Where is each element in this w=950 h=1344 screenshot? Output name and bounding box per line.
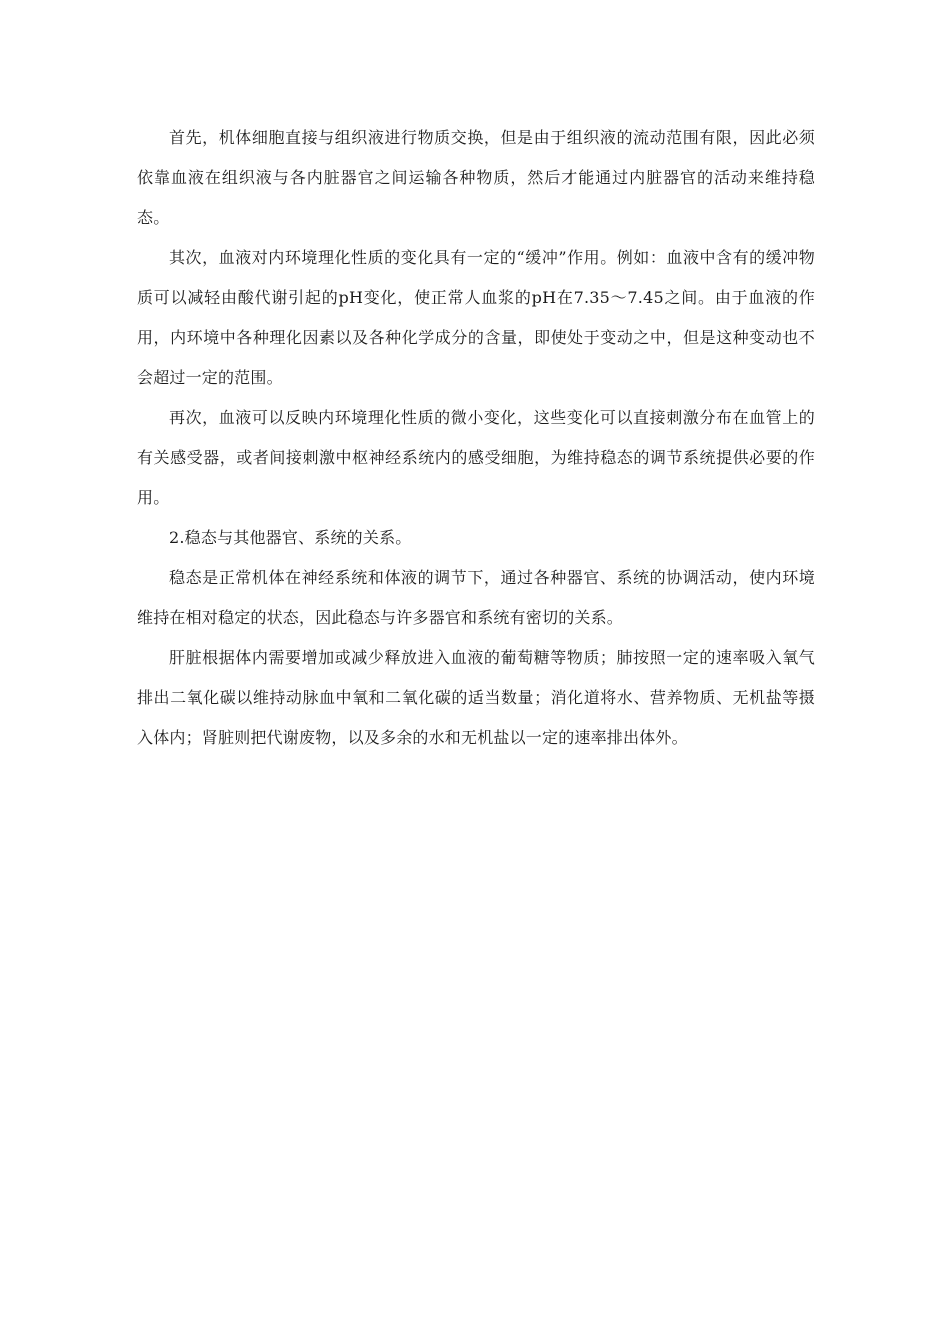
document-body: [137, 118, 815, 758]
paragraph-homeostasis: 稳态是正常机体在神经系统和体液的调节下，通过各种器官、系统的协调活动，使内环境维持在相对稳定的状态，因此稳态与许多器官和系统有密切的关系。: [137, 568, 815, 627]
paragraph-second: 其次，血液对内环境理化性质的变化具有一定的“缓冲”作用。例如：血液中含有的缓冲物质可以减轻由酸代谢引起的pH变化，使正常人血浆的pH在7.35～7.45之间。由于血液的作用，内环境中各种理化因素以及各种化学成分的含量，即使处于变动之中，但是这种变动也不会超过一定的范围。: [137, 248, 815, 387]
paragraph-first: 首先，机体细胞直接与组织液进行物质交换，但是由于组织液的流动范围有限，因此必须依靠血液在组织液与各内脏器官之间运输各种物质，然后才能通过内脏器官的活动来维持稳态。: [137, 128, 815, 227]
section-heading: 2.稳态与其他器官、系统的关系。: [169, 528, 412, 547]
paragraph-third: 再次，血液可以反映内环境理化性质的微小变化，这些变化可以直接刺激分布在血管上的有关感受器，或者间接刺激中枢神经系统内的感受细胞，为维持稳态的调节系统提供必要的作用。: [137, 408, 815, 507]
paragraph-organs: 肝脏根据体内需要增加或减少释放进入血液的葡萄糖等物质；肺按照一定的速率吸入氧气排出二氧化碳以维持动脉血中氧和二氧化碳的适当数量；消化道将水、营养物质、无机盐等摄入体内；肾脏则把代谢废物，以及多余的水和无机盐以一定的速率排出体外。: [137, 648, 815, 747]
